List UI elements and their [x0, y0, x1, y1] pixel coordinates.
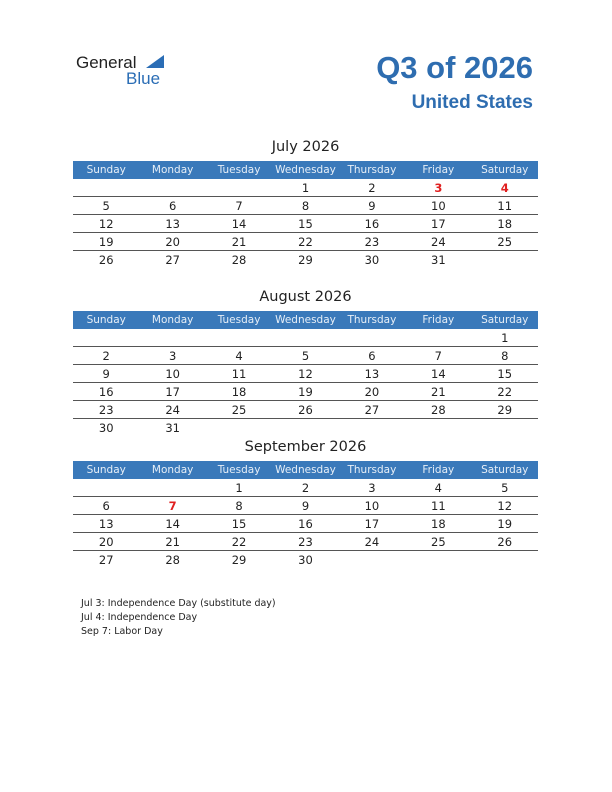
day-cell: 18	[497, 217, 513, 231]
day-cell: 1	[501, 331, 509, 345]
day-cell: 19	[497, 517, 513, 531]
day-cell: 6	[102, 499, 110, 513]
day-cell: 31	[431, 253, 446, 267]
day-cell: 28	[165, 553, 180, 567]
country-label: United States	[411, 92, 533, 113]
week-row	[73, 347, 538, 365]
day-cell	[73, 479, 139, 496]
week-row	[73, 479, 538, 497]
weekday-label: Sunday	[86, 464, 126, 476]
day-cell: 5	[301, 349, 310, 363]
day-cell	[472, 251, 538, 268]
day-cell: 21	[231, 235, 247, 249]
weekday-label: Friday	[422, 314, 455, 326]
day-cell: 24	[165, 403, 180, 417]
day-cell: 31	[165, 421, 180, 435]
page-title: Q3 of 2026	[376, 50, 533, 85]
day-cell: 15	[231, 517, 247, 531]
weekday-label: Saturday	[481, 314, 529, 326]
day-cell: 10	[165, 367, 180, 381]
day-cell: 26	[497, 535, 513, 549]
week-row	[73, 401, 538, 419]
logo	[76, 52, 176, 88]
day-cell: 9	[102, 367, 110, 381]
day-cell	[272, 419, 338, 436]
day-cell: 12	[497, 499, 513, 513]
day-cell: 30	[364, 253, 380, 267]
weekday-label: Friday	[422, 464, 455, 476]
day-cell: 2	[368, 181, 376, 195]
week-row	[73, 215, 538, 233]
day-cell: 21	[165, 535, 180, 549]
day-cell	[472, 551, 538, 568]
day-cell: 6	[168, 199, 177, 213]
day-cell: 11	[431, 499, 446, 513]
weekday-label: Wednesday	[275, 164, 336, 176]
day-cell: 10	[431, 199, 446, 213]
day-cell: 16	[298, 517, 313, 531]
day-cell: 26	[98, 253, 114, 267]
day-cell: 17	[431, 217, 446, 231]
day-cell	[339, 329, 405, 346]
day-cell: 1	[301, 181, 310, 195]
day-cell: 15	[298, 217, 313, 231]
weekday-label: Wednesday	[275, 464, 336, 476]
day-cell: 12	[98, 217, 114, 231]
weekday-header	[73, 161, 538, 179]
weekday-label: Monday	[151, 314, 194, 326]
day-cell	[73, 329, 139, 346]
day-cell: 3	[168, 349, 177, 363]
day-cell: 22	[298, 235, 313, 249]
day-cell: 3	[368, 481, 376, 495]
weekday-label: Tuesday	[217, 314, 261, 326]
weekday-label: Tuesday	[217, 464, 261, 476]
day-cell	[405, 551, 471, 568]
week-row	[73, 551, 538, 568]
day-cell	[139, 479, 205, 496]
day-cell: 29	[231, 553, 247, 567]
week-row	[73, 251, 538, 268]
day-cell: 4	[500, 181, 509, 195]
day-cell: 11	[497, 199, 513, 213]
day-cell: 16	[364, 217, 380, 231]
holiday-note: Jul 4: Independence Day	[81, 612, 198, 623]
weekday-label: Thursday	[347, 464, 397, 476]
month-title: July 2026	[271, 139, 340, 155]
week-row	[73, 383, 538, 401]
day-cell: 4	[434, 481, 442, 495]
day-cell	[206, 419, 272, 436]
day-cell: 27	[98, 553, 114, 567]
logo-triangle-icon	[146, 55, 164, 68]
weekday-label: Saturday	[481, 164, 529, 176]
day-cell: 20	[98, 535, 114, 549]
week-row	[73, 233, 538, 251]
weekday-header	[73, 461, 538, 479]
day-cell: 18	[431, 517, 446, 531]
week-row	[73, 533, 538, 551]
day-cell: 5	[501, 481, 509, 495]
day-cell: 27	[165, 253, 180, 267]
day-cell	[339, 551, 405, 568]
day-cell: 29	[497, 403, 513, 417]
week-row	[73, 419, 538, 436]
day-cell	[139, 329, 205, 346]
day-cell: 27	[364, 403, 380, 417]
day-cell: 14	[431, 367, 446, 381]
day-cell: 6	[368, 349, 376, 363]
day-cell: 12	[298, 367, 313, 381]
day-cell: 18	[231, 385, 247, 399]
day-cell: 8	[301, 199, 310, 213]
day-cell	[339, 419, 405, 436]
day-cell	[472, 419, 538, 436]
day-cell: 13	[364, 367, 380, 381]
month-calendar	[73, 287, 538, 436]
day-cell: 5	[102, 199, 110, 213]
day-cell: 11	[231, 367, 247, 381]
day-cell: 15	[497, 367, 513, 381]
day-cell	[405, 419, 471, 436]
day-cell	[206, 179, 272, 196]
day-cell: 8	[235, 499, 243, 513]
day-cell: 20	[165, 235, 180, 249]
day-cell: 28	[431, 403, 446, 417]
logo-word-blue: Blue	[126, 69, 161, 88]
weekday-label: Sunday	[86, 314, 126, 326]
day-cell: 26	[298, 403, 313, 417]
day-cell: 17	[165, 385, 180, 399]
day-cell: 3	[434, 181, 443, 195]
weekday-header	[73, 311, 538, 329]
day-cell: 14	[231, 217, 247, 231]
month-calendar	[73, 137, 538, 268]
day-cell	[73, 179, 139, 196]
day-cell: 19	[298, 385, 313, 399]
weekday-label: Thursday	[347, 164, 397, 176]
week-row	[73, 497, 538, 515]
week-row	[73, 197, 538, 215]
day-cell: 24	[431, 235, 446, 249]
day-cell	[139, 179, 205, 196]
day-cell: 8	[501, 349, 509, 363]
day-cell: 2	[301, 481, 310, 495]
day-cell: 30	[98, 421, 114, 435]
day-cell: 7	[168, 499, 177, 513]
day-cell: 14	[165, 517, 180, 531]
holiday-notes	[81, 597, 276, 639]
day-cell: 1	[235, 481, 243, 495]
week-row	[73, 515, 538, 533]
day-cell: 7	[434, 349, 442, 363]
day-cell: 4	[235, 349, 243, 363]
week-row	[73, 329, 538, 347]
weekday-label: Tuesday	[217, 164, 261, 176]
day-cell: 10	[364, 499, 380, 513]
day-cell: 13	[165, 217, 180, 231]
day-cell: 21	[431, 385, 446, 399]
day-cell: 19	[98, 235, 114, 249]
day-cell: 2	[102, 349, 110, 363]
day-cell	[405, 329, 471, 346]
day-cell: 25	[497, 235, 513, 249]
day-cell: 24	[364, 535, 380, 549]
day-cell	[206, 329, 272, 346]
logo-word-general: General	[76, 53, 137, 72]
day-cell: 23	[98, 403, 114, 417]
day-cell: 7	[235, 199, 243, 213]
day-cell: 29	[298, 253, 313, 267]
weekday-label: Sunday	[86, 164, 126, 176]
week-row	[73, 179, 538, 197]
day-cell: 13	[98, 517, 114, 531]
weekday-label: Thursday	[347, 314, 397, 326]
holiday-note: Sep 7: Labor Day	[81, 626, 163, 637]
day-cell: 28	[231, 253, 247, 267]
weekday-label: Wednesday	[275, 314, 336, 326]
day-cell: 22	[497, 385, 513, 399]
day-cell: 30	[298, 553, 313, 567]
day-cell: 23	[298, 535, 313, 549]
day-cell	[272, 329, 338, 346]
day-cell: 25	[431, 535, 446, 549]
holiday-note: Jul 3: Independence Day (substitute day)	[81, 598, 276, 609]
day-cell: 9	[368, 199, 376, 213]
weekday-label: Saturday	[481, 464, 529, 476]
month-calendar	[73, 437, 538, 568]
day-cell: 22	[231, 535, 247, 549]
day-cell: 20	[364, 385, 380, 399]
weekday-label: Friday	[422, 164, 455, 176]
weekday-label: Monday	[151, 464, 194, 476]
day-cell: 16	[98, 385, 114, 399]
month-title: August 2026	[259, 289, 352, 305]
weekday-label: Monday	[151, 164, 194, 176]
day-cell: 25	[231, 403, 247, 417]
week-row	[73, 365, 538, 383]
month-title: September 2026	[244, 439, 367, 455]
day-cell: 23	[364, 235, 380, 249]
day-cell: 9	[301, 499, 310, 513]
day-cell: 17	[364, 517, 380, 531]
